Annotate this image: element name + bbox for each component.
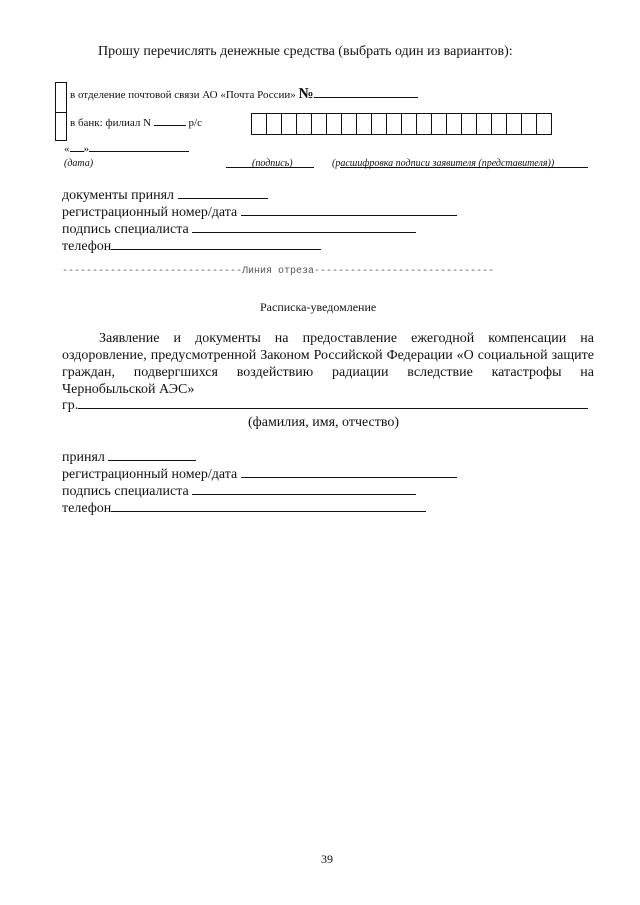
- account-digit-cell[interactable]: [447, 114, 462, 134]
- account-digit-cell[interactable]: [537, 114, 551, 134]
- account-digit-cell[interactable]: [342, 114, 357, 134]
- documents-accepted-label: документы принял: [62, 188, 175, 203]
- account-digit-cell[interactable]: [462, 114, 477, 134]
- page-number: 39: [321, 852, 333, 866]
- cut-line: ------------------------------Линия отреза------------------------------: [62, 266, 495, 277]
- fio-caption: (фамилия, имя, отчество): [248, 415, 400, 430]
- account-digit-cell[interactable]: [327, 114, 342, 134]
- account-digit-cell[interactable]: [432, 114, 447, 134]
- receipt-accepted-field[interactable]: [108, 459, 196, 461]
- phone-label: телефон: [62, 239, 112, 254]
- specialist-signature-field[interactable]: [192, 231, 416, 233]
- receipt-accepted-row: [62, 450, 196, 466]
- account-digit-cell[interactable]: [477, 114, 492, 134]
- account-digit-cell[interactable]: [312, 114, 327, 134]
- account-digit-cell[interactable]: [522, 114, 537, 134]
- account-digit-cell[interactable]: [297, 114, 312, 134]
- receipt-reg-number-label: регистрационный номер/дата: [62, 467, 238, 482]
- account-digit-cell[interactable]: [402, 114, 417, 134]
- post-office-number-field[interactable]: [314, 96, 418, 98]
- citizen-prefix: гр.: [62, 398, 79, 413]
- account-digit-cell[interactable]: [387, 114, 402, 134]
- bank-branch-field[interactable]: [154, 124, 186, 126]
- post-office-label: в отделение почтовой связи АО «Почта России»: [70, 89, 296, 101]
- number-sign: №: [298, 86, 314, 102]
- instruction-text: Прошу перечислять денежные средства (выбрать один из вариантов):: [98, 44, 513, 59]
- bank-label: в банк: филиал N: [70, 117, 152, 129]
- documents-accepted-row: [62, 188, 268, 204]
- receipt-specialist-signature-field[interactable]: [192, 493, 416, 495]
- receipt-reg-number-row: [62, 467, 457, 483]
- receipt-phone-label: телефон: [62, 501, 112, 516]
- account-digit-cell[interactable]: [492, 114, 507, 134]
- documents-accepted-field[interactable]: [178, 197, 268, 199]
- date-caption: (дата): [64, 158, 94, 169]
- account-digit-cell[interactable]: [417, 114, 432, 134]
- post-office-checkbox[interactable]: [55, 82, 67, 113]
- receipt-phone-field[interactable]: [111, 510, 426, 512]
- bank-checkbox[interactable]: [55, 112, 67, 141]
- date-open-quote: «: [64, 143, 70, 155]
- citizen-name-field-2[interactable]: [363, 407, 588, 409]
- signature-caption: (подпись): [252, 158, 293, 169]
- account-digit-cell[interactable]: [507, 114, 522, 134]
- phone-field[interactable]: [111, 248, 321, 250]
- bank-option: [70, 117, 202, 129]
- account-digit-cell[interactable]: [267, 114, 282, 134]
- citizen-name-field[interactable]: [78, 407, 363, 409]
- receipt-reg-number-field[interactable]: [241, 476, 457, 478]
- citizen-row: [62, 398, 588, 414]
- date-field[interactable]: [64, 143, 189, 155]
- receipt-specialist-signature-label: подпись специалиста: [62, 484, 189, 499]
- reg-number-field[interactable]: [241, 214, 457, 216]
- receipt-body: Заявление и документы на предоставление ежегодной компенсации на оздоровление, предусмотренной Законом Российской Федерации «О социальной защите граждан, подвергшихся воздействию радиации вследствие катастрофы на Чернобыльской АЭС»: [62, 331, 594, 397]
- receipt-title: Расписка-уведомление: [260, 300, 377, 314]
- account-digit-cell[interactable]: [357, 114, 372, 134]
- cut-line-label: Линия отреза: [242, 266, 315, 277]
- reg-number-row: [62, 205, 457, 221]
- reg-number-label: регистрационный номер/дата: [62, 205, 238, 220]
- signature-transcript-caption: (расшифровка подписи заявителя (представителя)): [332, 158, 555, 169]
- account-digit-cell[interactable]: [282, 114, 297, 134]
- account-digit-cell[interactable]: [372, 114, 387, 134]
- receipt-accepted-label: принял: [62, 450, 105, 465]
- account-suffix: р/с: [188, 117, 202, 129]
- receipt-phone-row: [62, 501, 426, 517]
- account-number-cells[interactable]: [251, 113, 552, 135]
- date-close-quote: »: [83, 143, 89, 155]
- specialist-signature-row: [62, 222, 416, 238]
- post-office-option: [70, 86, 418, 103]
- phone-row: [62, 239, 321, 255]
- specialist-signature-label: подпись специалиста: [62, 222, 189, 237]
- account-digit-cell[interactable]: [252, 114, 267, 134]
- receipt-specialist-signature-row: [62, 484, 416, 500]
